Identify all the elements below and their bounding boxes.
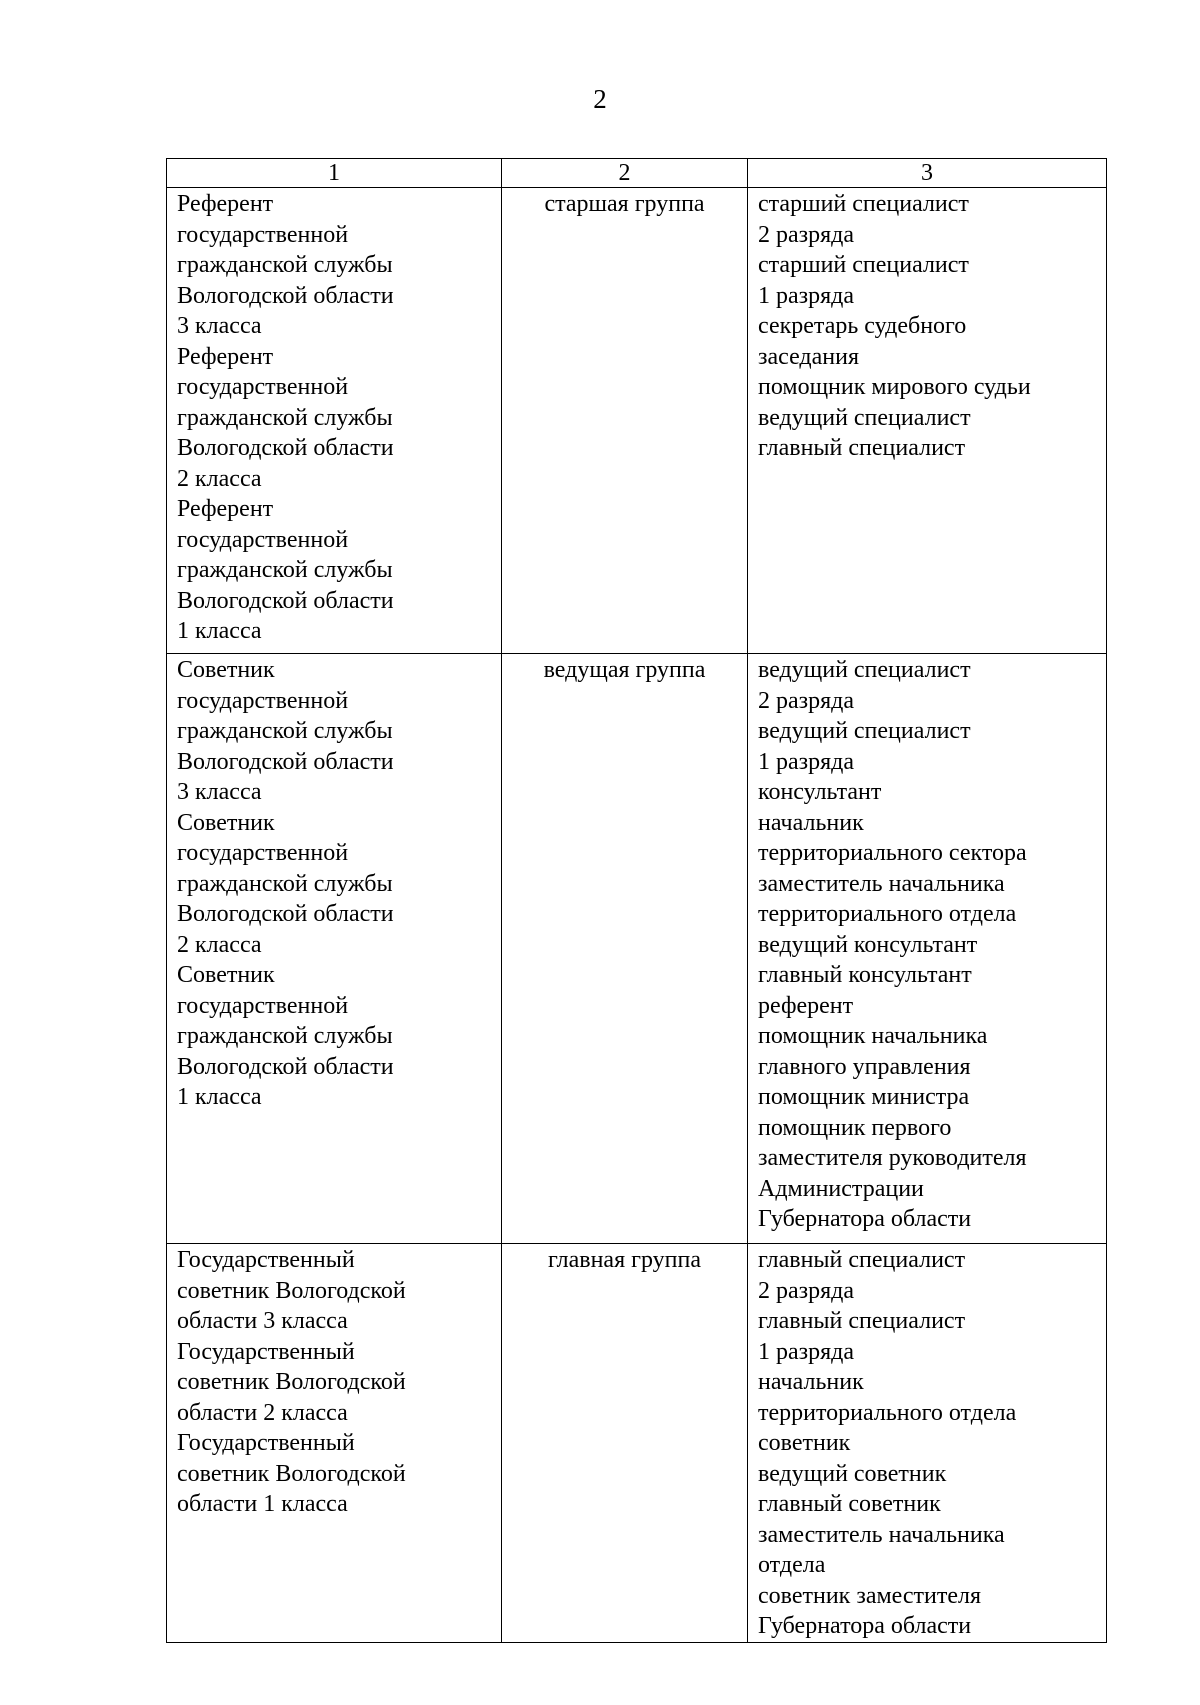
rank-line: гражданской службы [177, 1023, 393, 1049]
position-line: 1 разряда [758, 748, 855, 775]
rank-line: Вологодской области [177, 901, 394, 927]
position-line: помощник начальника [758, 1023, 988, 1049]
position-line: помощник министра [758, 1084, 970, 1110]
rank-line: государственной [177, 526, 349, 553]
position-line: 2 разряда [758, 221, 855, 248]
position-line: советник заместителя [758, 1582, 982, 1609]
position-line: Губернатора области [758, 1206, 972, 1232]
rank-line: области 1 класса [177, 1491, 348, 1517]
rank-line: 3 класса [177, 313, 262, 339]
rank-line: государственной [177, 221, 349, 248]
rank-line: государственной [177, 992, 349, 1019]
rank-line: Государственный [177, 1338, 355, 1365]
rank-line: Референт [177, 191, 274, 217]
rank-line: государственной [177, 687, 349, 714]
rank-line: государственной [177, 840, 349, 866]
rank-line: советник Вологодской [177, 1460, 406, 1487]
rank-line: Советник [177, 962, 275, 988]
position-line: помощник мирового судьи [758, 374, 1031, 400]
positions-cell [748, 1244, 1107, 1643]
rank-line: государственной [177, 374, 349, 400]
position-line: главный консультант [758, 962, 972, 988]
rank-line: 2 класса [177, 465, 262, 492]
position-line: Администрации [758, 1175, 924, 1202]
position-line: территориального отдела [758, 901, 1017, 927]
rank-line: Советник [177, 809, 275, 836]
rank-line: 2 класса [177, 931, 262, 958]
rank-line: Вологодской области [177, 587, 394, 614]
rank-line: гражданской службы [177, 557, 393, 583]
position-line: старший специалист [758, 191, 969, 217]
position-line: ведущий советник [758, 1460, 947, 1487]
position-line: главный специалист [758, 1247, 966, 1273]
position-line: главный специалист [758, 435, 966, 461]
position-line: начальник [758, 809, 864, 836]
position-line: советник [758, 1430, 851, 1456]
position-line: 1 разряда [758, 282, 855, 309]
rank-line: области 3 класса [177, 1308, 348, 1334]
group-label: главная группа [548, 1247, 701, 1273]
rank-line: советник Вологодской [177, 1277, 406, 1304]
position-line: консультант [758, 779, 882, 805]
rank-line: Референт [177, 496, 274, 522]
group-label: старшая группа [544, 191, 705, 217]
page-number: 2 [593, 84, 607, 114]
position-line: 2 разряда [758, 687, 855, 714]
position-line: главный специалист [758, 1308, 966, 1334]
rank-line: области 2 класса [177, 1399, 348, 1426]
position-line: 2 разряда [758, 1277, 855, 1304]
rank-line: Вологодской области [177, 282, 394, 309]
position-line: ведущий специалист [758, 718, 971, 744]
rank-cell [167, 1244, 502, 1643]
column-header-1: 1 [167, 159, 502, 188]
rank-line: Вологодской области [177, 435, 394, 461]
rank-line: гражданской службы [177, 404, 393, 431]
positions-cell [748, 188, 1107, 654]
column-header-2: 2 [502, 159, 748, 188]
position-line: ведущий специалист [758, 657, 971, 683]
rank-line: Советник [177, 657, 275, 683]
rank-line: Вологодской области [177, 748, 394, 775]
table-body [167, 188, 1107, 1643]
positions-cell [748, 654, 1107, 1244]
rank-line: Референт [177, 343, 274, 370]
rank-line: гражданской службы [177, 870, 393, 897]
column-header-3: 3 [748, 159, 1107, 188]
group-cell [502, 654, 748, 1244]
rank-line: гражданской службы [177, 252, 393, 278]
position-line: начальник [758, 1369, 864, 1395]
position-line: главный советник [758, 1491, 941, 1517]
position-line: референт [758, 992, 854, 1019]
rank-cell [167, 188, 502, 654]
group-label: ведущая группа [543, 657, 706, 683]
position-line: главного управления [758, 1053, 971, 1080]
position-line: отдела [758, 1552, 826, 1578]
table-row [167, 188, 1107, 654]
rank-line: 3 класса [177, 779, 262, 805]
rank-line: Государственный [177, 1247, 355, 1273]
group-cell [502, 188, 748, 654]
position-line: секретарь судебного [758, 313, 967, 339]
position-line: ведущий консультант [758, 931, 978, 958]
rank-line: 1 класса [177, 618, 262, 644]
rank-line: Вологодской области [177, 1053, 394, 1080]
rank-line: советник Вологодской [177, 1369, 406, 1395]
position-line: 1 разряда [758, 1338, 855, 1365]
rank-cell [167, 654, 502, 1244]
positions-table [166, 158, 1107, 1643]
position-line: территориального сектора [758, 840, 1027, 866]
position-line: заместителя руководителя [758, 1145, 1027, 1171]
position-line: заместитель начальника [758, 870, 1005, 897]
position-line: помощник первого [758, 1114, 952, 1141]
position-line: ведущий специалист [758, 404, 971, 431]
rank-line: 1 класса [177, 1084, 262, 1110]
position-line: территориального отдела [758, 1399, 1017, 1426]
table-row [167, 1244, 1107, 1643]
position-line: Губернатора области [758, 1613, 972, 1639]
table-row [167, 654, 1107, 1244]
position-line: заседания [758, 343, 860, 370]
group-cell [502, 1244, 748, 1643]
rank-line: Государственный [177, 1430, 355, 1456]
table-header-row [167, 159, 1107, 188]
position-line: заместитель начальника [758, 1521, 1005, 1548]
position-line: старший специалист [758, 252, 969, 278]
rank-line: гражданской службы [177, 718, 393, 744]
